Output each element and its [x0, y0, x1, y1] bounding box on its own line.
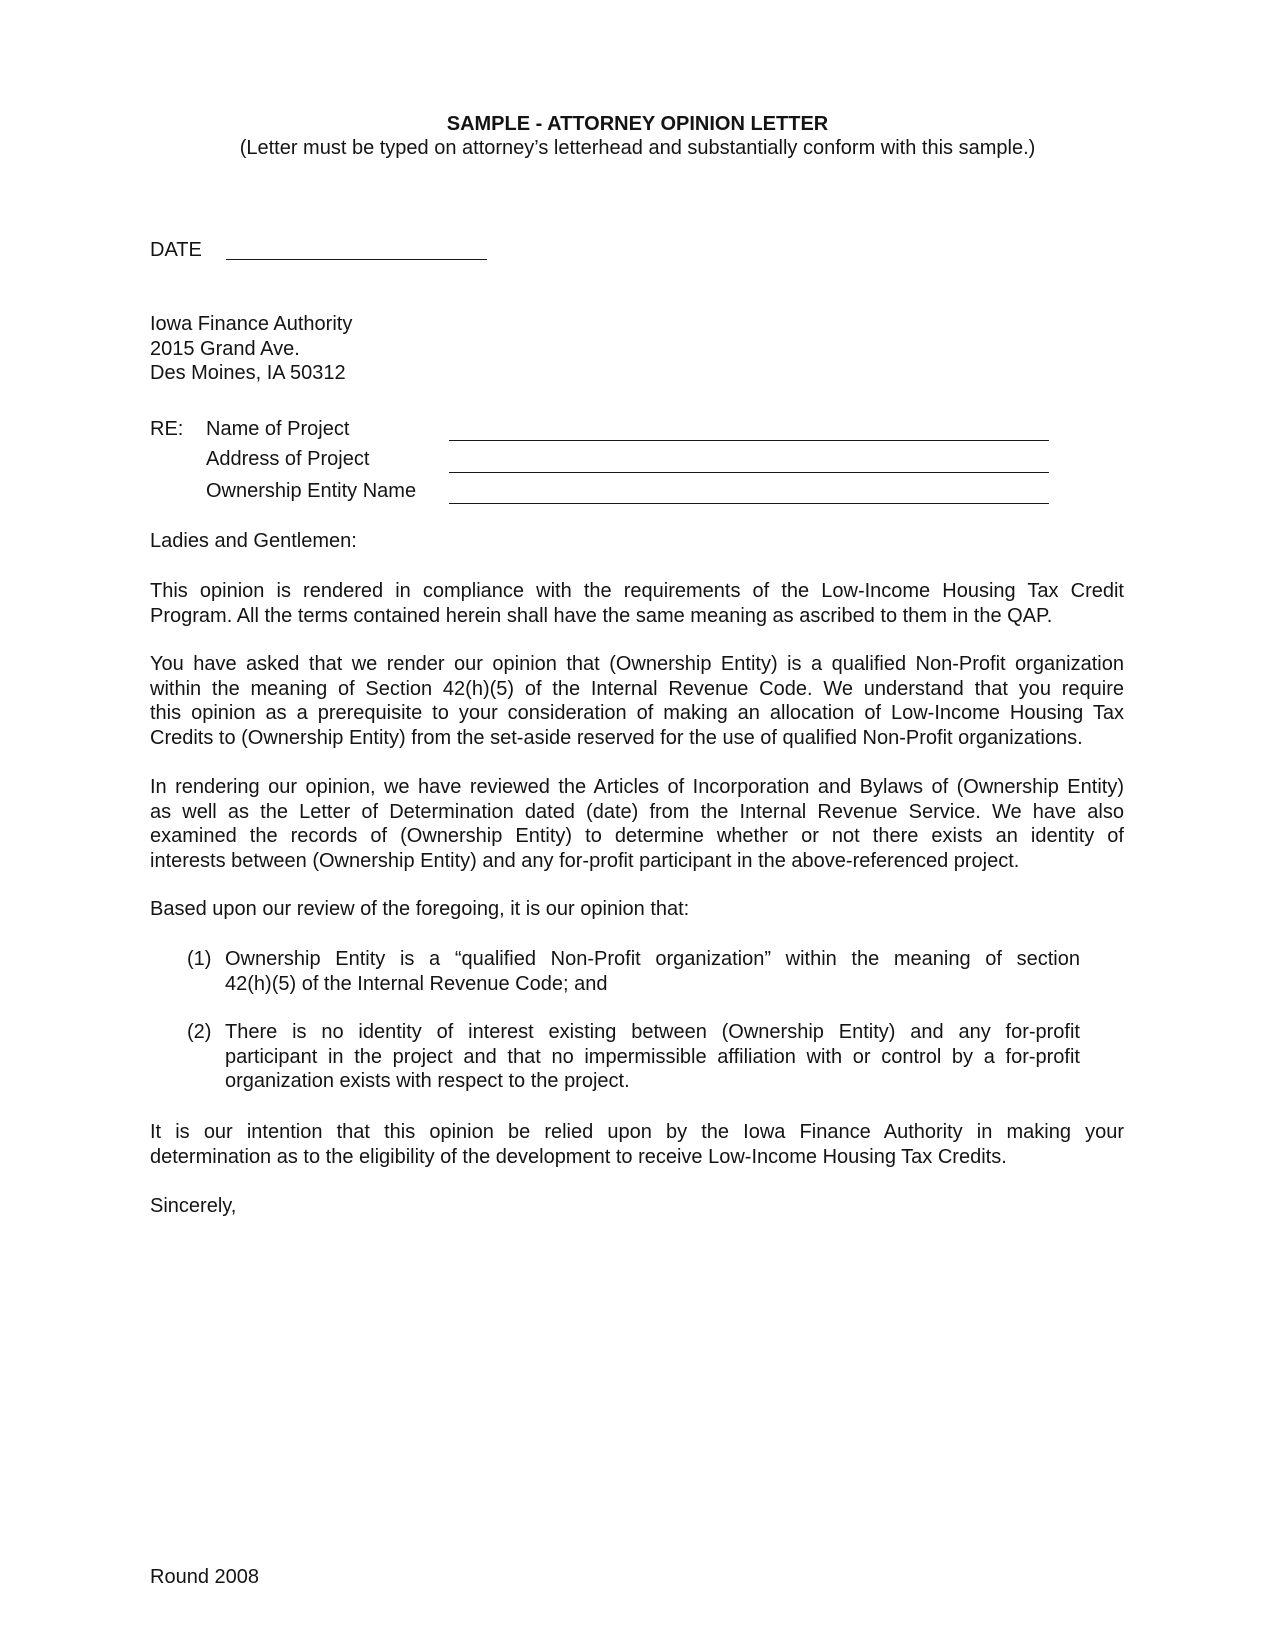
item-text — [225, 947, 1080, 996]
item-text — [225, 1020, 1080, 1094]
footer — [150, 1565, 1124, 1590]
item-number: (2) — [187, 1021, 212, 1043]
item-line: 42(h)(5) of the Internal Revenue Code; and — [225, 972, 608, 995]
paragraph-compliance — [150, 579, 1124, 628]
paragraph-line: determination as to the eligibility of the development to receive Low-Income Housing Tax Credits. — [150, 1145, 1007, 1168]
footer-text: Round 2008 — [150, 1566, 259, 1588]
re-row-project-name — [150, 417, 1050, 448]
paragraph-request — [150, 652, 1124, 750]
date-blank-line — [226, 259, 487, 260]
paragraph-line: interests between (Ownership Entity) and any for-profit participant in the above-referenced project. — [150, 849, 1020, 872]
recipient-line: Des Moines, IA 50312 — [150, 362, 346, 385]
paragraph-line: as well as the Letter of Determination dated (date) from the Internal Revenue Service. We have also — [150, 800, 1124, 823]
item-number: (1) — [187, 948, 212, 970]
paragraph-line: examined the records of (Ownership Entity) to determine whether or not there exists an identity of — [150, 825, 1124, 848]
project-address-blank-line — [449, 472, 1049, 473]
item-line: There is no identity of interest existing between (Ownership Entity) and any for-profit — [225, 1021, 1080, 1043]
item-line: Ownership Entity is a “qualified Non-Profit organization” within the meaning of section — [225, 948, 1080, 970]
recipient-line: 2015 Grand Ave. — [150, 337, 300, 360]
item-line: organization exists with respect to the project. — [225, 1070, 630, 1093]
paragraph-review — [150, 775, 1124, 873]
paragraph-line: Based upon our review of the foregoing, it is our opinion that: — [150, 898, 690, 920]
item-line: participant in the project and that no impermissible affiliation with or control by a for-profit — [225, 1045, 1080, 1068]
recipient-line: Iowa Finance Authority — [150, 313, 353, 335]
date-label: DATE — [150, 239, 202, 261]
salutation — [150, 529, 1124, 554]
paragraph-line: In rendering our opinion, we have reviewed the Articles of Incorporation and Bylaws of (Ownership Entity) — [150, 776, 1124, 798]
re-field-label: Name of Project — [206, 418, 350, 440]
ownership-entity-blank-line — [449, 503, 1049, 504]
closing-text: Sincerely, — [150, 1195, 237, 1217]
re-row-project-address — [150, 447, 1050, 478]
recipient-address — [150, 312, 1124, 386]
paragraph-line: Credits to (Ownership Entity) from the set-aside reserved for the use of qualified Non-Profit organizations. — [150, 726, 1083, 749]
salutation-text: Ladies and Gentlemen: — [150, 530, 357, 552]
paragraph-line: You have asked that we render our opinion that (Ownership Entity) is a qualified Non-Profit organization — [150, 653, 1124, 675]
paragraph-line: Program. All the terms contained herein shall have the same meaning as ascribed to them in the QAP. — [150, 604, 1053, 627]
paragraph-line: It is our intention that this opinion be relied upon by the Iowa Finance Authority in making your — [150, 1121, 1124, 1143]
re-field-label: Ownership Entity Name — [206, 480, 417, 502]
re-field-label: Address of Project — [206, 448, 370, 470]
closing — [150, 1194, 1124, 1219]
paragraph-line: within the meaning of Section 42(h)(5) of the Internal Revenue Code. We understand that you require — [150, 677, 1124, 700]
re-label: RE: — [150, 418, 184, 440]
paragraph-reliance — [150, 1120, 1124, 1169]
paragraph-line: this opinion as a prerequisite to your consideration of making an allocation of Low-Income Housing Tax — [150, 702, 1124, 725]
re-row-ownership-entity — [150, 479, 1050, 510]
project-name-blank-line — [449, 440, 1049, 441]
paragraph-line: This opinion is rendered in compliance with the requirements of the Low-Income Housing Tax Credit — [150, 580, 1124, 602]
document-title: SAMPLE - ATTORNEY OPINION LETTER — [446, 113, 829, 135]
document-subtitle: (Letter must be typed on attorney’s letterhead and substantially conform with this sample.) — [239, 137, 1036, 159]
paragraph-opinion-intro — [150, 897, 1124, 922]
